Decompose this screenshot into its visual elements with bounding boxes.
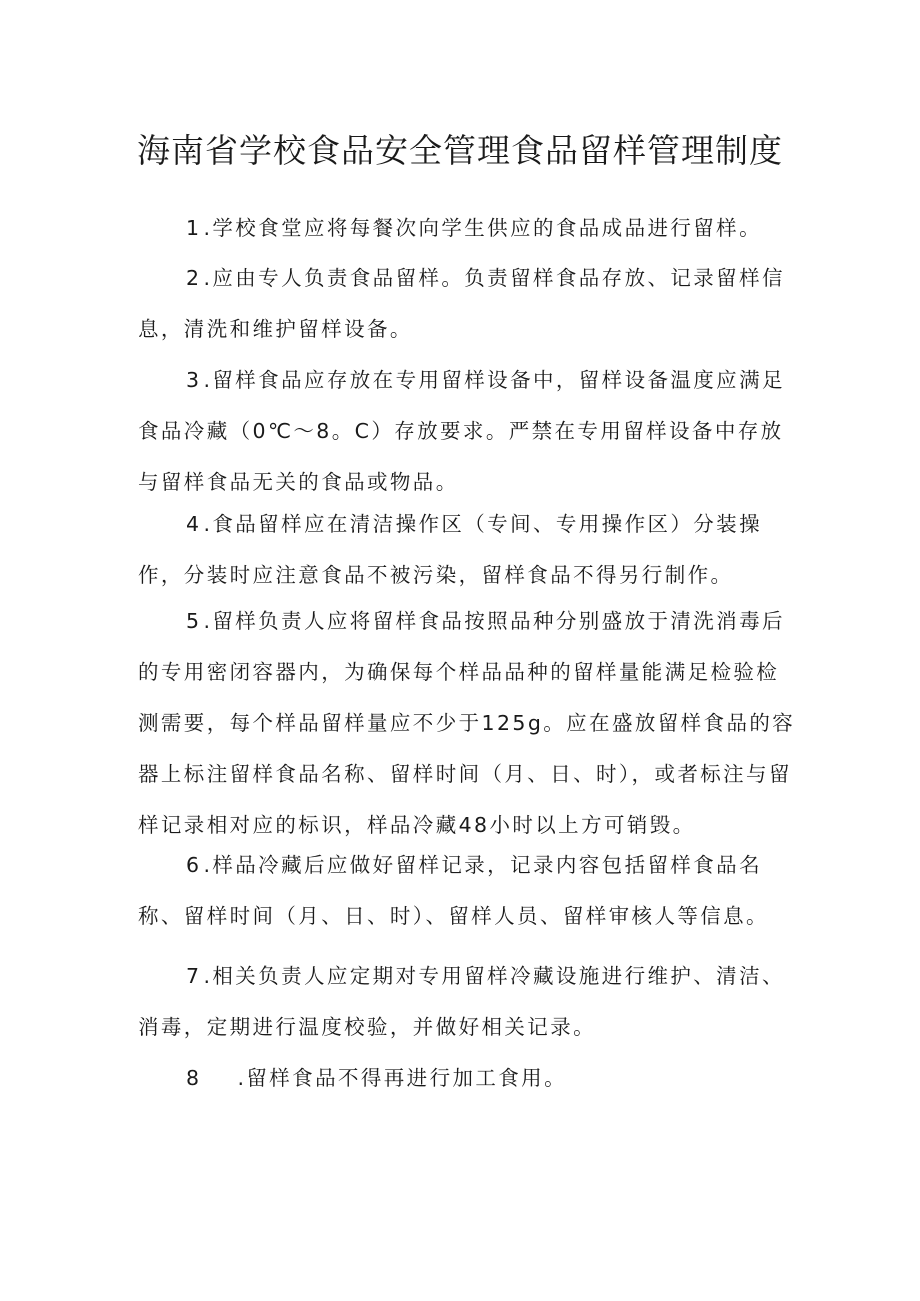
rule-item-7 bbox=[138, 951, 798, 1053]
rule-text: .留样负责人应将留样食品按照品种分别盛放于清洗消毒后的专用密闭容器内，为确保每个样品品种的留样量能满足检验检测需要，每个样品留样量应不少于125g。应在盛放留样食品的容器上标注留样食品名称、留样时间（月、日、时），或者标注与留样记录相对应的标识，样品冷藏48小时以上方可销毁。 bbox=[138, 609, 796, 837]
rule-text: .相关负责人应定期对专用留样冷藏设施进行维护、清洁、消毒，定期进行温度校验，并做好相关记录。 bbox=[138, 964, 785, 1039]
rule-item-6 bbox=[138, 840, 798, 942]
rule-number: 1 bbox=[186, 216, 202, 240]
rule-number: 4 bbox=[186, 512, 202, 536]
rule-number: 2 bbox=[186, 266, 202, 290]
rule-number: 3 bbox=[186, 368, 202, 392]
rule-number: 6 bbox=[186, 853, 202, 877]
rule-item-2 bbox=[138, 253, 798, 355]
rule-item-8 bbox=[138, 1053, 798, 1104]
rule-item-4 bbox=[138, 499, 798, 601]
rule-text: .留样食品不得再进行加工食用。 bbox=[237, 1066, 567, 1090]
rule-item-3 bbox=[138, 355, 798, 508]
rule-text: .学校食堂应将每餐次向学生供应的食品成品进行留样。 bbox=[203, 216, 762, 240]
rule-number: 7 bbox=[186, 964, 202, 988]
rule-item-5 bbox=[138, 596, 798, 851]
rule-number: 8 bbox=[186, 1066, 202, 1090]
rule-text: .应由专人负责食品留样。负责留样食品存放、记录留样信息，清洗和维护留样设备。 bbox=[138, 266, 785, 341]
rule-text: .食品留样应在清洁操作区（专间、专用操作区）分装操作，分装时应注意食品不被污染，留样食品不得另行制作。 bbox=[138, 512, 762, 587]
rule-text: .留样食品应存放在专用留样设备中，留样设备温度应满足食品冷藏（0℃～8。C）存放要求。严禁在专用留样设备中存放与留样食品无关的食品或物品。 bbox=[138, 368, 785, 494]
rule-number: 5 bbox=[186, 609, 202, 633]
rule-text: .样品冷藏后应做好留样记录，记录内容包括留样食品名称、留样时间（月、日、时）、留样人员、留样审核人等信息。 bbox=[138, 853, 769, 928]
rule-item-1 bbox=[138, 203, 798, 254]
document-title: 海南省学校食品安全管理食品留样管理制度 bbox=[137, 131, 783, 170]
